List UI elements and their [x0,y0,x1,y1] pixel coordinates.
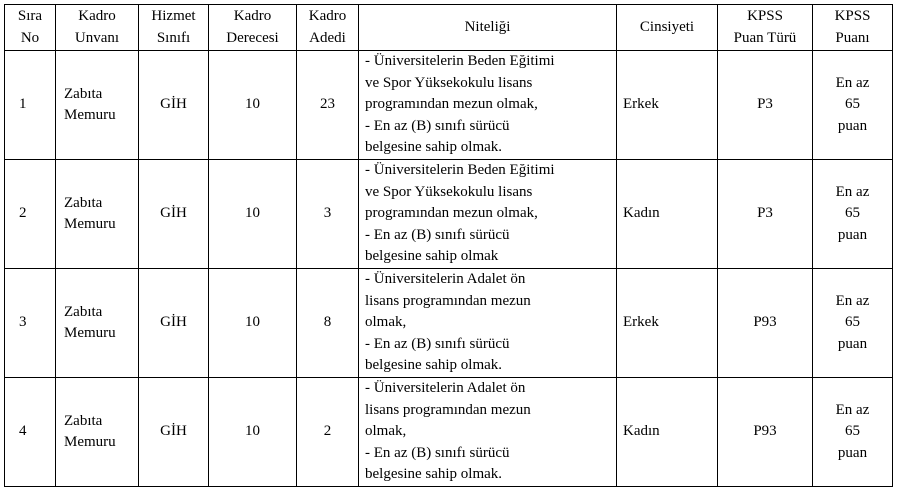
cell-sira-no: 4 [5,378,56,487]
header-hizmet-sinifi: Hizmet Sınıfı [139,5,209,51]
header-kadro-derecesi: Kadro Derecesi [209,5,297,51]
header-kadro-adedi: Kadro Adedi [297,5,359,51]
cell-kadro-adedi: 8 [297,269,359,378]
cell-kadro-adedi: 23 [297,51,359,160]
cell-cinsiyeti: Kadın [617,378,718,487]
cell-kadro-adedi: 2 [297,378,359,487]
cell-niteligi: - Üniversitelerin Beden Eğitimi ve Spor Yüksekokulu lisans programından mezun olmak, - En az (B) sınıfı sürücü belgesine sahip olmak [359,160,617,269]
cell-hizmet-sinifi: GİH [139,378,209,487]
cell-kpss-puan-turu: P3 [718,51,813,160]
cell-hizmet-sinifi: GİH [139,269,209,378]
cell-kadro-derecesi: 10 [209,269,297,378]
cell-niteligi: - Üniversitelerin Adalet ön lisans programından mezun olmak, - En az (B) sınıfı sürücü belgesine sahip olmak. [359,378,617,487]
cell-kadro-adedi: 3 [297,160,359,269]
cell-kadro-derecesi: 10 [209,51,297,160]
table-header [5,5,893,51]
cell-kadro-derecesi: 10 [209,378,297,487]
cell-kpss-puani: En az 65 puan [813,51,893,160]
cell-kpss-puan-turu: P93 [718,378,813,487]
cell-kadro-unvani: Zabıta Memuru [56,160,139,269]
cell-cinsiyeti: Erkek [617,269,718,378]
cell-cinsiyeti: Kadın [617,160,718,269]
header-kadro-unvani: Kadro Unvanı [56,5,139,51]
table-row [5,378,893,487]
cell-kpss-puani: En az 65 puan [813,378,893,487]
cell-kpss-puani: En az 65 puan [813,269,893,378]
cell-hizmet-sinifi: GİH [139,51,209,160]
header-kpss-puani: KPSS Puanı [813,5,893,51]
cell-kpss-puan-turu: P3 [718,160,813,269]
cell-sira-no: 1 [5,51,56,160]
cell-sira-no: 3 [5,269,56,378]
table-row [5,269,893,378]
cell-sira-no: 2 [5,160,56,269]
cell-kadro-derecesi: 10 [209,160,297,269]
cell-niteligi: - Üniversitelerin Beden Eğitimi ve Spor Yüksekokulu lisans programından mezun olmak, - En az (B) sınıfı sürücü belgesine sahip olmak. [359,51,617,160]
table-row [5,160,893,269]
cell-kadro-unvani: Zabıta Memuru [56,378,139,487]
header-row [5,5,893,51]
table-row [5,51,893,160]
kadro-table [4,4,893,487]
table-body [5,51,893,487]
header-niteligi: Niteliği [359,5,617,51]
cell-cinsiyeti: Erkek [617,51,718,160]
cell-kpss-puani: En az 65 puan [813,160,893,269]
cell-kadro-unvani: Zabıta Memuru [56,269,139,378]
header-cinsiyeti: Cinsiyeti [617,5,718,51]
cell-niteligi: - Üniversitelerin Adalet ön lisans programından mezun olmak, - En az (B) sınıfı sürücü belgesine sahip olmak. [359,269,617,378]
cell-hizmet-sinifi: GİH [139,160,209,269]
header-sira-no: Sıra No [5,5,56,51]
cell-kpss-puan-turu: P93 [718,269,813,378]
header-kpss-puan-turu: KPSS Puan Türü [718,5,813,51]
cell-kadro-unvani: Zabıta Memuru [56,51,139,160]
